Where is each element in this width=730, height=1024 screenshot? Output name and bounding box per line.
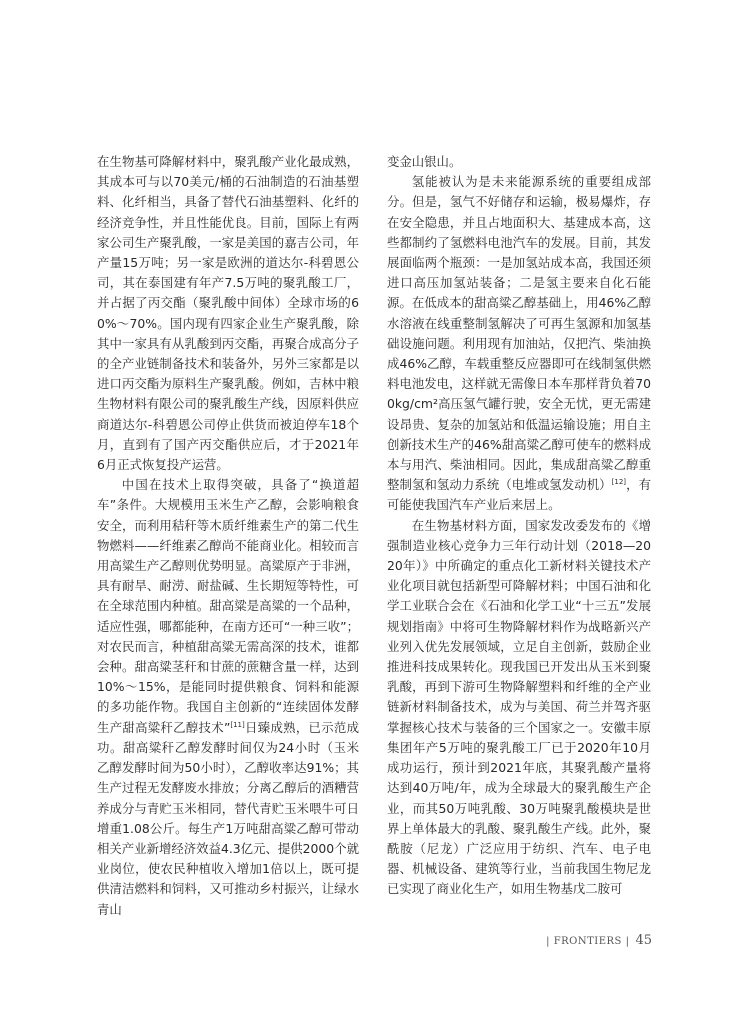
paragraph-hydrogen-energy [387, 172, 651, 515]
citation-ref: [11] [230, 720, 245, 729]
right-column [387, 152, 651, 900]
paragraph-text-continued: ，有可能使我国汽车产业后来居上。 [387, 477, 652, 513]
paragraph-text: 中国在技术上取得突破，具备了“换道超车”条件。大规模用玉米生产乙醇，会影响粮食安全，而利用秸秆等木质纤维素生产的第二代生物燃料——纤维素乙醇尚不能商业化。相较而言用高粱生产乙醇则优势明显。高粱原产于非洲，具有耐旱、耐涝、耐盐碱、生长期短等特性，可在全球范围内种植。甜高粱是高粱的一个品种，适应性强，哪都能种，在南方还可“一种三收”；对农民而言，种植甜高粱无需高深的技术，谁都会种。甜高粱茎秆和甘蔗的蔗糖含量一样，达到10%～15%，是能同时提供粮食、饲料和能源的多功能作物。我国自主创新的“连续固体发酵生产甜高粱秆乙醇技术” [97, 477, 359, 735]
journal-section-tag: | FRONTIERS | [546, 936, 630, 947]
paragraph-continued-line: 变金山银山。 [387, 154, 462, 169]
paragraph-text: 氢能被认为是未来能源系统的重要组成部分。但是，氢气不好储存和运输，极易爆炸，存在安全隐患，并且占地面积大、基建成本高，这些都制约了氢燃料电池汽车的发展。目前，其发展面临两个瓶颈：一是加氢站成本高，我国还须进口高压加氢站装备；二是氢主要来自化石能源。在低成本的甜高粱乙醇基础上，用46%乙醇水溶液在线重整制氢解决了可再生氢源和加氢基础设施问题。利用现有加油站，仅把汽、柴油换成46%乙醇，车载重整反应器即可在线制氢供燃料电池发电，这样就无需像日本车那样背负着700kg/cm²高压氢气罐行驶，安全无忧，更无需建设昂贵、复杂的加氢站和低温运输设施；用自主创新技术生产的46%甜高粱乙醇可使车的燃料成本与用汽、柴油相同。因此，集成甜高粱乙醇重整制氢和氢动力系统（电堆或氢发动机） [387, 174, 651, 493]
page-number: 45 [635, 933, 652, 948]
page-footer [546, 933, 652, 948]
citation-ref: [12] [611, 478, 627, 487]
left-column [97, 152, 359, 920]
paragraph-sorghum-ethanol [97, 475, 359, 919]
paragraph-biobased-materials: 在生物基材料方面，国家发改委发布的《增强制造业核心竞争力三年行动计划（2018—2020年）》中所确定的重点化工新材料关键技术产业化项目就包括新型可降解材料；中国石油和化学工业联合会在《石油和化学工业“十三五”发展规划指南》中将可生物降解材料作为战略新兴产业列入优先发展领域，立足自主创新，鼓励企业推进科技成果转化。现我国已开发出从玉米到聚乳酸，再到下游可生物降解塑料和纤维的全产业链新材料制备技术，成为与美国、荷兰并驾齐驱掌握核心技术与装备的三个国家之一。安徽丰原集团年产5万吨的聚乳酸工厂已于2020年10月成功运行，预计到2021年底，其聚乳酸产量将达到40万吨/年，成为全球最大的聚乳酸生产企业，而其50万吨乳酸、30万吨聚乳酸模块是世界上单体最大的乳酸、聚乳酸生产线。此外，聚酰胺（尼龙）广泛应用于纺织、汽车、电子电器、机械设备、建筑等行业，当前我国生物尼龙已实现了商业化生产，如用生物基戊二胺可 [387, 517, 651, 897]
paragraph-polylactic-acid: 在生物基可降解材料中，聚乳酸产业化最成熟，其成本可与以70美元/桶的石油制造的石油基塑料、化纤相当，具备了替代石油基塑料、化纤的经济竞争性，并且性能优良。目前，国际上有两家公司生产聚乳酸，一家是美国的嘉吉公司，年产量15万吨；另一家是欧洲的道达尔-科碧恩公司，其在泰国建有年产7.5万吨的聚乳酸工厂，并占据了丙交酯（聚乳酸中间体）全球市场的60%～70%。国内现有四家企业生产聚乳酸，除其中一家具有从乳酸到丙交酯，再聚合成高分子的全产业链制备技术和装备外，另外三家都是以进口丙交酯为原料生产聚乳酸。例如，吉林中粮生物材料有限公司的聚乳酸生产线，因原料供应商道达尔-科碧恩公司停止供货而被迫停车18个月，直到有了国产丙交酯供应后，才于2021年6月正式恢复投产运营。 [97, 154, 359, 473]
paragraph-text-continued: 日臻成熟，已示范成功。甜高粱秆乙醇发酵时间仅为24小时（玉米乙醇发酵时间为50小时），乙醇收率达91%；其生产过程无发酵废水排放；分离乙醇后的酒糟营养成分与青贮玉米相同，替代青贮玉米喂牛可日增重1.08公斤。每生产1万吨甜高粱乙醇可带动相关产业新增经济效益4.3亿元、提供2000个就业岗位，使农民种植收入增加1倍以上，既可提供清洁燃料和饲料，又可推动乡村振兴，让绿水青山 [97, 719, 360, 917]
